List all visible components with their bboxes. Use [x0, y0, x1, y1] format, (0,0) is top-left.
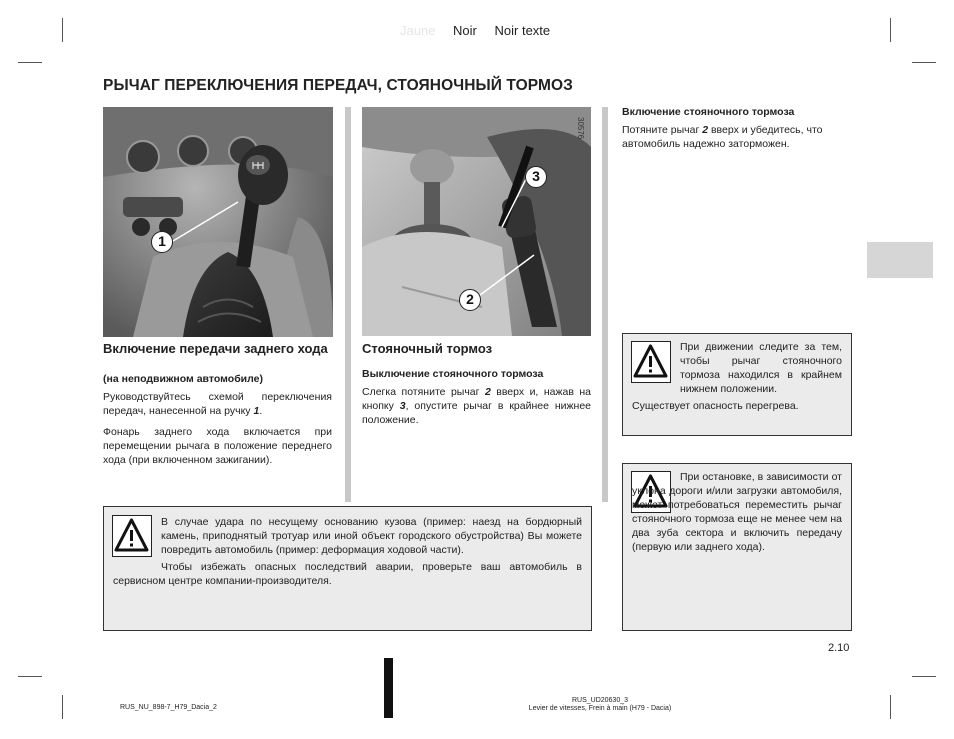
- ref-number: 2: [484, 386, 491, 398]
- warning-icon-box: [112, 515, 152, 557]
- text-run: Потяните рычаг: [622, 124, 703, 136]
- text-run: .: [259, 405, 263, 417]
- footer-left: RUS_NU_898-7_H79_Dacia_2: [120, 704, 217, 711]
- callout-1: 1: [151, 231, 173, 253]
- column-separator: [602, 107, 608, 502]
- warning-box-overheat: [622, 333, 852, 436]
- color-label-noir: Noir: [453, 23, 477, 38]
- crop-mark: [912, 676, 936, 677]
- parking-brake-on-text: [622, 123, 852, 151]
- color-label-jaune: Jaune: [400, 23, 436, 38]
- text-run: Слегка потяните рычаг: [362, 386, 485, 398]
- footer-right-code: RUS_UD20630_3: [571, 697, 629, 704]
- parking-brake-off-text: [362, 385, 591, 427]
- warning-icon-box: [631, 341, 671, 383]
- callout-3: 3: [525, 166, 547, 188]
- page-title: РЫЧАГ ПЕРЕКЛЮЧЕНИЯ ПЕРЕДАЧ, СТОЯНОЧНЫЙ ТОРМОЗ: [103, 77, 573, 94]
- crop-mark: [62, 18, 63, 42]
- warning-text: В случае удара по несущему основанию кузова (пример: наезд на бордюрный камень, приподнятый тротуар или иной объект городского обустройства) Вы можете повредить автомобиль (пример: деформация ходовой части).: [161, 516, 582, 556]
- ref-number: 3: [399, 400, 406, 412]
- reverse-gear-para2: Фонарь заднего хода включается при перемещении рычага в положение переднего хода (при включенном зажигании).: [103, 426, 332, 466]
- warning-text: Существует опасность перегрева.: [632, 400, 799, 412]
- crop-mark: [18, 62, 42, 63]
- callout-2: 2: [459, 289, 481, 311]
- text-run: Руководствуйтесь схемой переключения передач, нанесенной на ручку: [103, 391, 332, 417]
- section-tab: [867, 242, 933, 278]
- ref-number: 2: [702, 124, 709, 136]
- reverse-gear-para1: [103, 390, 332, 418]
- column-separator: [345, 107, 351, 502]
- warning-triangle-icon: [632, 342, 669, 381]
- parking-brake-photo: [362, 107, 591, 336]
- reverse-gear-subheading: (на неподвижном автомобиле): [103, 373, 264, 385]
- warning-text: При остановке, в зависимости от уклона дороги и/или загрузки автомобиля, может потребоваться переместить рычаг стояночного тормоза еще не менее чем на два зуба сектора и включить передачу (первую или заднего хода).: [632, 471, 842, 553]
- color-labels: [400, 23, 550, 38]
- ref-number: 1: [253, 405, 260, 417]
- parking-brake-heading: Стояночный тормоз: [362, 341, 493, 356]
- warning-box-slope: [622, 463, 852, 631]
- parking-brake-off-heading: Выключение стояночного тормоза: [362, 368, 544, 380]
- crop-mark: [912, 62, 936, 63]
- gear-lever-illustration: [103, 107, 333, 337]
- crop-mark: [62, 695, 63, 719]
- text-run: вверх и убедитесь, что автомобиль надежно заторможен.: [622, 124, 823, 150]
- center-registration-bar: [384, 658, 393, 718]
- gear-lever-photo: [103, 107, 333, 337]
- page-number: 2.10: [828, 642, 850, 654]
- crop-mark: [890, 695, 891, 719]
- color-label-noir-texte: Noir texte: [494, 23, 551, 38]
- reverse-gear-heading: Включение передачи заднего хода: [103, 341, 328, 356]
- parking-brake-on-heading: Включение стояночного тормоза: [622, 106, 795, 118]
- footer-right-title: Levier de vitesses, Frein à main (H79 - Dacia): [528, 705, 672, 712]
- warning-text: При движении следите за тем, чтобы рычаг стояночного тормоза находился в крайнем нижнем положении.: [680, 341, 842, 395]
- text-run: вверх и, нажав на кнопку: [362, 386, 591, 412]
- figure-code: 30576: [576, 117, 585, 140]
- crop-mark: [18, 676, 42, 677]
- warning-triangle-icon: [113, 516, 150, 555]
- warning-text: Чтобы избежать опасных последствий аварии, проверьте ваш автомобиль в сервисном центре компании-производителя.: [113, 561, 582, 587]
- warning-box-impact: [103, 506, 592, 631]
- text-run: , опустите рычаг в крайнее нижнее положение.: [362, 400, 591, 426]
- crop-mark: [890, 18, 891, 42]
